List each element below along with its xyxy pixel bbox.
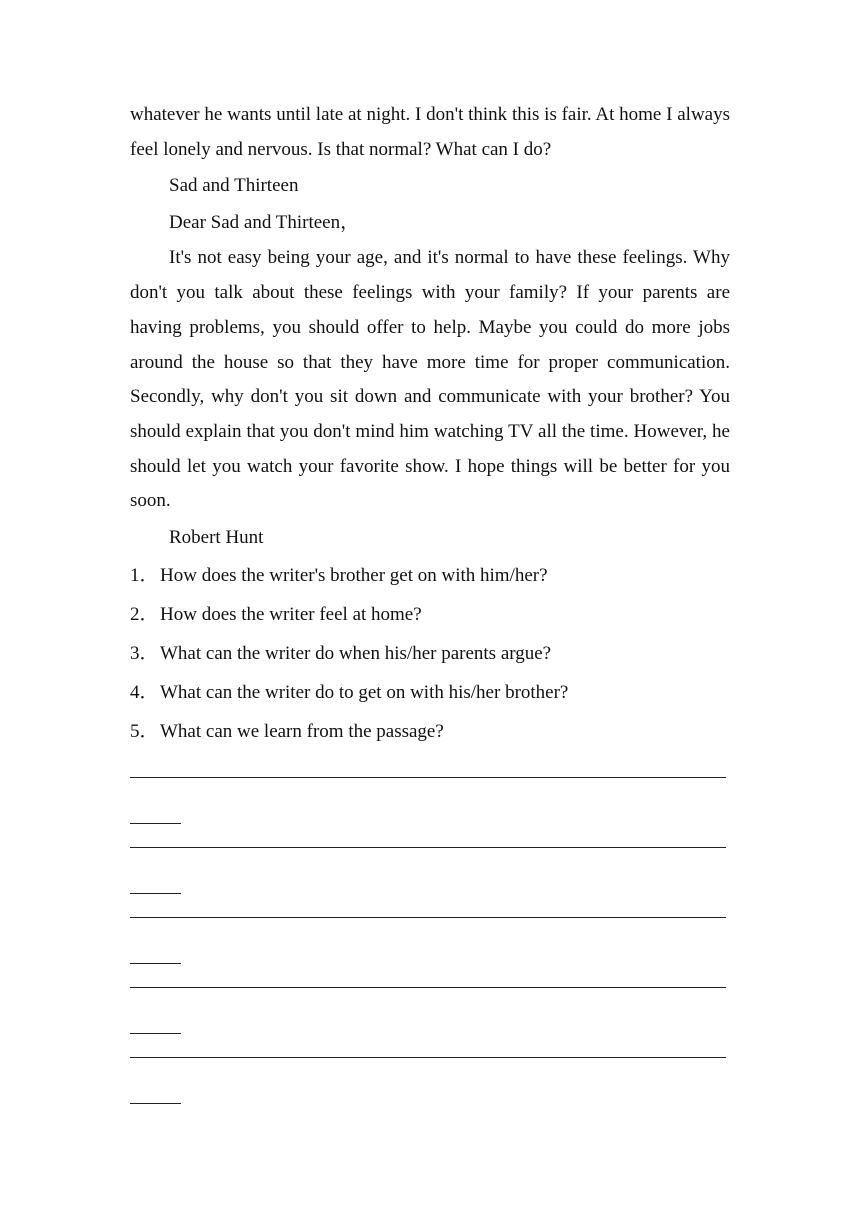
answer-line-continuation <box>130 1103 181 1104</box>
question-text: What can the writer do to get on with his/her brother? <box>160 682 569 704</box>
answer-line-continuation <box>130 823 181 824</box>
answer-line <box>130 1057 726 1058</box>
reply-body-text: It's not easy being your age, and it's normal to have these feelings. Why don't you talk about these feelings with your family? If your parents are having problems, you should offer to help. Maybe you could do more jobs around the house so that they have more time for proper communication. Secondly, why don't you sit down and communicate with your brother? You should explain that you don't mind him watching TV all the time. However, he should let you watch your favorite show. I hope things will be better for you soon. <box>130 247 730 512</box>
question-item-3 <box>130 634 730 673</box>
question-number: 4． <box>130 682 159 704</box>
question-number: 5． <box>130 721 159 743</box>
answer-line <box>130 917 726 918</box>
answer-blank-5[interactable] <box>130 1057 730 1127</box>
letter-opening-text: whatever he wants until late at night. I don't think this is fair. At home I always feel lonely and nervous. Is that normal? What can I do? <box>130 104 730 160</box>
question-list <box>130 556 730 751</box>
answer-line <box>130 777 726 778</box>
question-item-4 <box>130 673 730 712</box>
reply-greeting: Dear Sad and Thirteen， <box>169 212 360 234</box>
question-text: How does the writer feel at home? <box>160 604 422 626</box>
answer-blank-3[interactable] <box>130 917 730 987</box>
question-number: 2． <box>130 604 159 626</box>
answer-line-continuation <box>130 893 181 894</box>
question-text: What can the writer do when his/her parents argue? <box>160 643 552 665</box>
question-number: 3． <box>130 643 159 665</box>
question-text: How does the writer's brother get on with him/her? <box>160 565 548 587</box>
answer-line <box>130 847 726 848</box>
letter-signature-sad-and-thirteen: Sad and Thirteen <box>169 175 299 197</box>
question-item-5 <box>130 712 730 751</box>
answer-line <box>130 987 726 988</box>
worksheet-page <box>130 98 730 1127</box>
answer-blank-4[interactable] <box>130 987 730 1057</box>
reply-signature-robert-hunt: Robert Hunt <box>169 527 264 549</box>
answer-blank-2[interactable] <box>130 847 730 917</box>
answer-line-continuation <box>130 1033 181 1034</box>
question-item-2 <box>130 595 730 634</box>
answer-blank-1[interactable] <box>130 777 730 847</box>
question-item-1 <box>130 556 730 595</box>
question-text: What can we learn from the passage? <box>160 721 444 743</box>
answer-line-continuation <box>130 963 181 964</box>
question-number: 1． <box>130 565 159 587</box>
answer-area <box>130 777 730 1127</box>
